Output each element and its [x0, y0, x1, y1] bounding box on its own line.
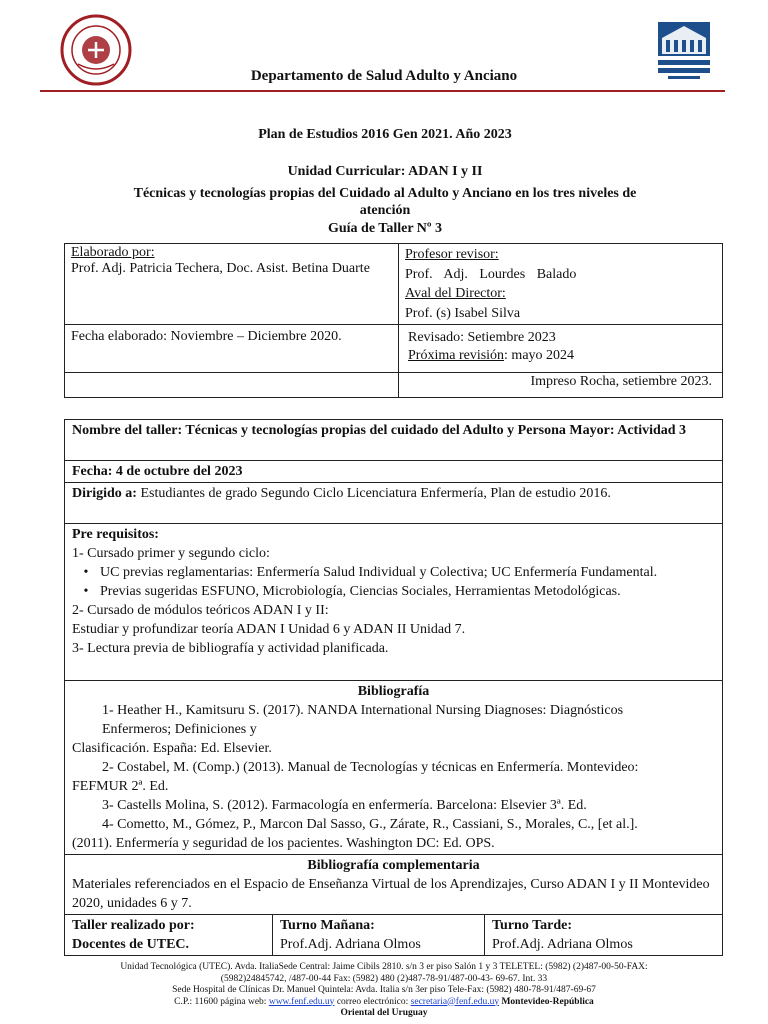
taller-nombre: Nombre del taller: Técnicas y tecnologías propias del cuidado del Adulto y Persona Mayor: Actividad 3 [65, 420, 723, 461]
empty-cell [65, 373, 399, 398]
taller-table [64, 419, 723, 956]
impreso-cell: Impreso Rocha, setiembre 2023. [399, 373, 723, 398]
prerequisitos-section: Pre requisitos: 1- Cursado primer y segundo ciclo: • UC previas reglamentarias: Enfermería Salud Individual y Colectiva; UC Enfermería Fundamental. • Previas sugeridas ESFUNO, Microbiología, Ciencias Sociales, Herramientas Metodológicas. 2- Cursado de módulos teóricos ADAN I y II: Estudiar y profundizar teoría ADAN I Unidad 6 y ADAN II Unidad 7. 3- Lectura previa de bibliografía y actividad planificada. [65, 524, 723, 681]
email-link[interactable]: secretaria@fenf.edu.uy [410, 996, 500, 1007]
unidad-title: Unidad Curricular: ADAN I y II [287, 164, 483, 179]
plan-title: Plan de Estudios 2016 Gen 2021. Año 2023 [258, 127, 512, 142]
list-item: • UC previas reglamentarias: Enfermería Salud Individual y Colectiva; UC Enfermería Fundamental. [83, 565, 658, 580]
realizado-cell: Taller realizado por: Docentes de UTEC. [65, 915, 273, 956]
guia-title: Guía de Taller Nº 3 [327, 221, 443, 236]
elaborado-cell: Elaborado por: Prof. Adj. Patricia Techera, Doc. Asist. Betina Duarte [65, 244, 399, 325]
taller-dirigido: Dirigido a: Estudiantes de grado Segundo Ciclo Licenciatura Enfermería, Plan de estudio 2016. [65, 483, 723, 524]
list-item: • Previas sugeridas ESFUNO, Microbiología, Ciencias Sociales, Herramientas Metodológicas. [83, 584, 621, 599]
revisor-cell: Profesor revisor: Prof. Adj. Lourdes Balado Aval del Director: Prof. (s) Isabel Silva [399, 244, 723, 325]
taller-fecha: Fecha: 4 de octubre del 2023 [65, 461, 723, 483]
bibliografia-section: Bibliografía 1- Heather H., Kamitsuru S. (2017). NANDA International Nursing Diagnoses: Diagnósticos Enfermeros; Definiciones y Clasificación. España: Ed. Elsevier. 2- Costabel, M. (Comp.) (2013). Manual de Tecnologías y técnicas en Enfermería. Montevideo: FEFMUR 2ª. Ed. 3- Castells Molina, S. (2012). Farmacología en enfermería. Barcelona: Elsevier 3ª. Ed. 4- Cometto, M., Gómez, P., Marcon Dal Sasso, G., Zárate, R., Cassiani, S., Morales, C., [et al.]. (2011). Enfermería y seguridad de los pacientes. Washington DC: Ed. OPS. [65, 681, 723, 855]
tecnicas-title: Técnicas y tecnologías propias del Cuidado al Adulto y Anciano en los tres niveles de atención [133, 186, 637, 218]
header-divider [40, 90, 725, 92]
fecha-elaborado-cell: Fecha elaborado: Noviembre – Diciembre 2020. [65, 325, 399, 373]
bibliografia-complementaria-section: Bibliografía complementaria Materiales referenciados en el Espacio de Enseñanza Virtual de los Aprendizajes, Curso ADAN I y II Montevideo 2020, unidades 6 y 7. [65, 855, 723, 915]
website-link[interactable]: www.fenf.edu.uy [268, 996, 335, 1007]
turno-manana-cell: Turno Mañana: Prof.Adj. Adriana Olmos [273, 915, 485, 956]
turno-tarde-cell: Turno Tarde: Prof.Adj. Adriana Olmos [485, 915, 723, 956]
department-title: Departamento de Salud Adulto y Anciano [250, 68, 518, 84]
elaborado-value: Prof. Adj. Patricia Techera, Doc. Asist. Betina Duarte [71, 261, 370, 276]
info-table [64, 243, 723, 398]
footer: Unidad Tecnológica (UTEC). Avda. ItaliaSede Central: Jaime Cibils 2810. s/n 3 er piso Salón 1 y 3 TELETEL: (5982) (2)487-00-50-FAX: (5982)24845742, /487-00-44 Fax: (5982) 480 (2)487-78-91/487-00-43- 69-67. Int. 33 Sede Hospital de Clínicas Dr. Manuel Quintela: Avda. Italia s/n 3er piso Tele-Fax: (5982) 480-78-91/487-69-67 C.P.: 11600 página web: www.fenf.edu.uy correo electrónico: secretaria@fenf.edu.uy Montevideo-República Oriental del Uruguay [120, 962, 648, 1018]
revision-cell: Revisado: Setiembre 2023 Próxima revisión: mayo 2024 [399, 325, 723, 373]
